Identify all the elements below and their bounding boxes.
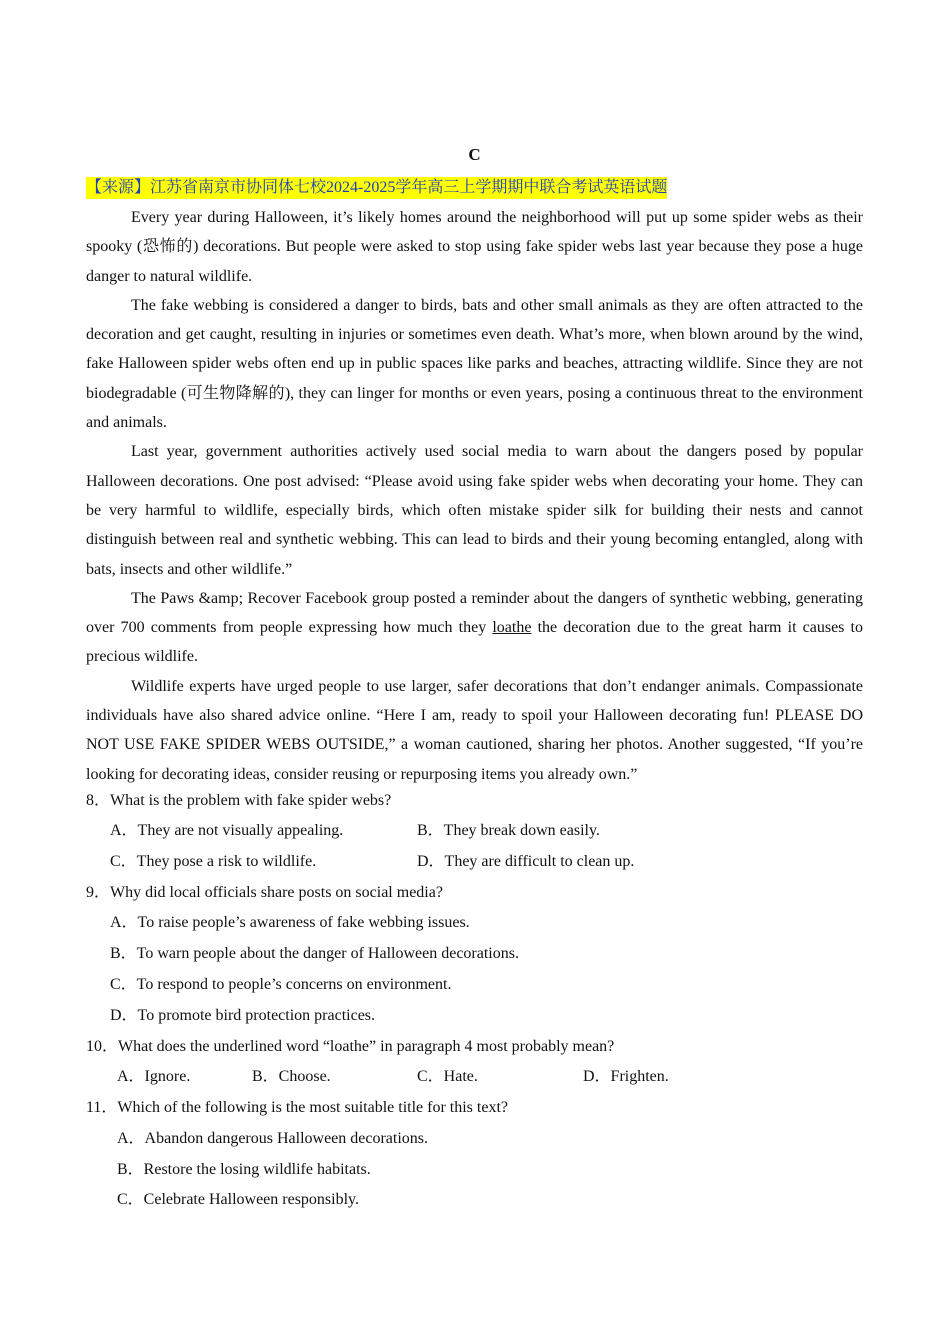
- paragraph-2: The fake webbing is considered a danger to birds, bats and other small animals as they are often attracted to the decoration and get caught, resulting in injuries or sometimes even death. What’s more, when blown around by the wind, fake Halloween spider webs often end up in public spaces like parks and beaches, attracting wildlife. Since they are not biodegradable (可生物降解的), they can linger for months or even years, posing a continuous threat to the environment and animals.: [86, 296, 863, 432]
- paragraph-3: Last year, government authorities actively used social media to warn about the dangers posed by popular Halloween decorations. One post advised: “Please avoid using fake spider webs when decorating your home. They can be very harmful to wildlife, especially birds, which often mistake spider silk for building their nests and cannot distinguish between real and synthetic webbing. This can lead to birds and their young becoming entangled, along with bats, insects and other wildlife.”: [86, 443, 863, 578]
- question-8-option-c[interactable]: C．They pose a risk to wildlife.: [110, 853, 317, 870]
- paragraph-1: Every year during Halloween, it’s likely homes around the neighborhood will put up some spider webs as their spooky (恐怖的) decorations. But people were asked to stop using fake spider webs last year because they pose a huge danger to natural wildlife.: [86, 209, 863, 285]
- question-8-option-a[interactable]: A．They are not visually appealing.: [110, 822, 344, 839]
- question-11-option-c[interactable]: C．Celebrate Halloween responsibly.: [117, 1191, 360, 1208]
- question-9-option-d[interactable]: D．To promote bird protection practices.: [110, 1007, 376, 1024]
- question-10-option-d[interactable]: D．Frighten.: [583, 1068, 669, 1085]
- section-title: C: [468, 145, 481, 164]
- underlined-word: loathe: [492, 619, 532, 637]
- paragraph-4-text-after: the decoration due to the great harm it causes to precious wildlife.: [86, 619, 864, 666]
- reading-passage: [86, 203, 863, 789]
- question-9-stem: 9．Why did local officials share posts on social media?: [86, 884, 443, 901]
- question-8-option-b[interactable]: B．They break down easily.: [417, 822, 600, 839]
- question-10-option-a[interactable]: A．Ignore.: [117, 1068, 191, 1085]
- question-9-option-c[interactable]: C．To respond to people’s concerns on environment.: [110, 976, 452, 993]
- paragraph-4: [86, 584, 863, 672]
- question-8-option-d[interactable]: D．They are difficult to clean up.: [417, 853, 635, 870]
- source-line: 【来源】江苏省南京市协同体七校2024-2025学年高三上学期期中联合考试英语试题: [86, 177, 667, 199]
- question-10-option-c[interactable]: C．Hate.: [417, 1068, 478, 1085]
- question-9-option-b[interactable]: B．To warn people about the danger of Halloween decorations.: [110, 945, 519, 962]
- question-8-stem: 8．What is the problem with fake spider webs?: [86, 792, 392, 809]
- question-10-option-b[interactable]: B．Choose.: [252, 1068, 331, 1085]
- paragraph-5: Wildlife experts have urged people to use larger, safer decorations that don’t endanger animals. Compassionate individuals have also shared advice online. “Here I am, ready to spoil your Halloween decorating fun! PLEASE DO NOT USE FAKE SPIDER WEBS OUTSIDE,” a woman cautioned, sharing her photos. Another suggested, “If you’re looking for decorating ideas, consider reusing or repurposing items you already own.”: [86, 677, 863, 783]
- paragraph-4-text-before: The Paws &amp; Recover Facebook group posted a reminder about the dangers of synthetic webbing, generating over 700 comments from people expressing how much they: [86, 589, 863, 637]
- question-11-option-b[interactable]: B．Restore the losing wildlife habitats.: [117, 1161, 371, 1178]
- question-10-stem: 10．What does the underlined word “loathe” in paragraph 4 most probably mean?: [86, 1038, 615, 1055]
- question-11-stem: 11．Which of the following is the most suitable title for this text?: [86, 1099, 509, 1116]
- question-11-option-a[interactable]: A．Abandon dangerous Halloween decorations.: [117, 1130, 429, 1147]
- question-9-option-a[interactable]: A．To raise people’s awareness of fake webbing issues.: [110, 914, 470, 931]
